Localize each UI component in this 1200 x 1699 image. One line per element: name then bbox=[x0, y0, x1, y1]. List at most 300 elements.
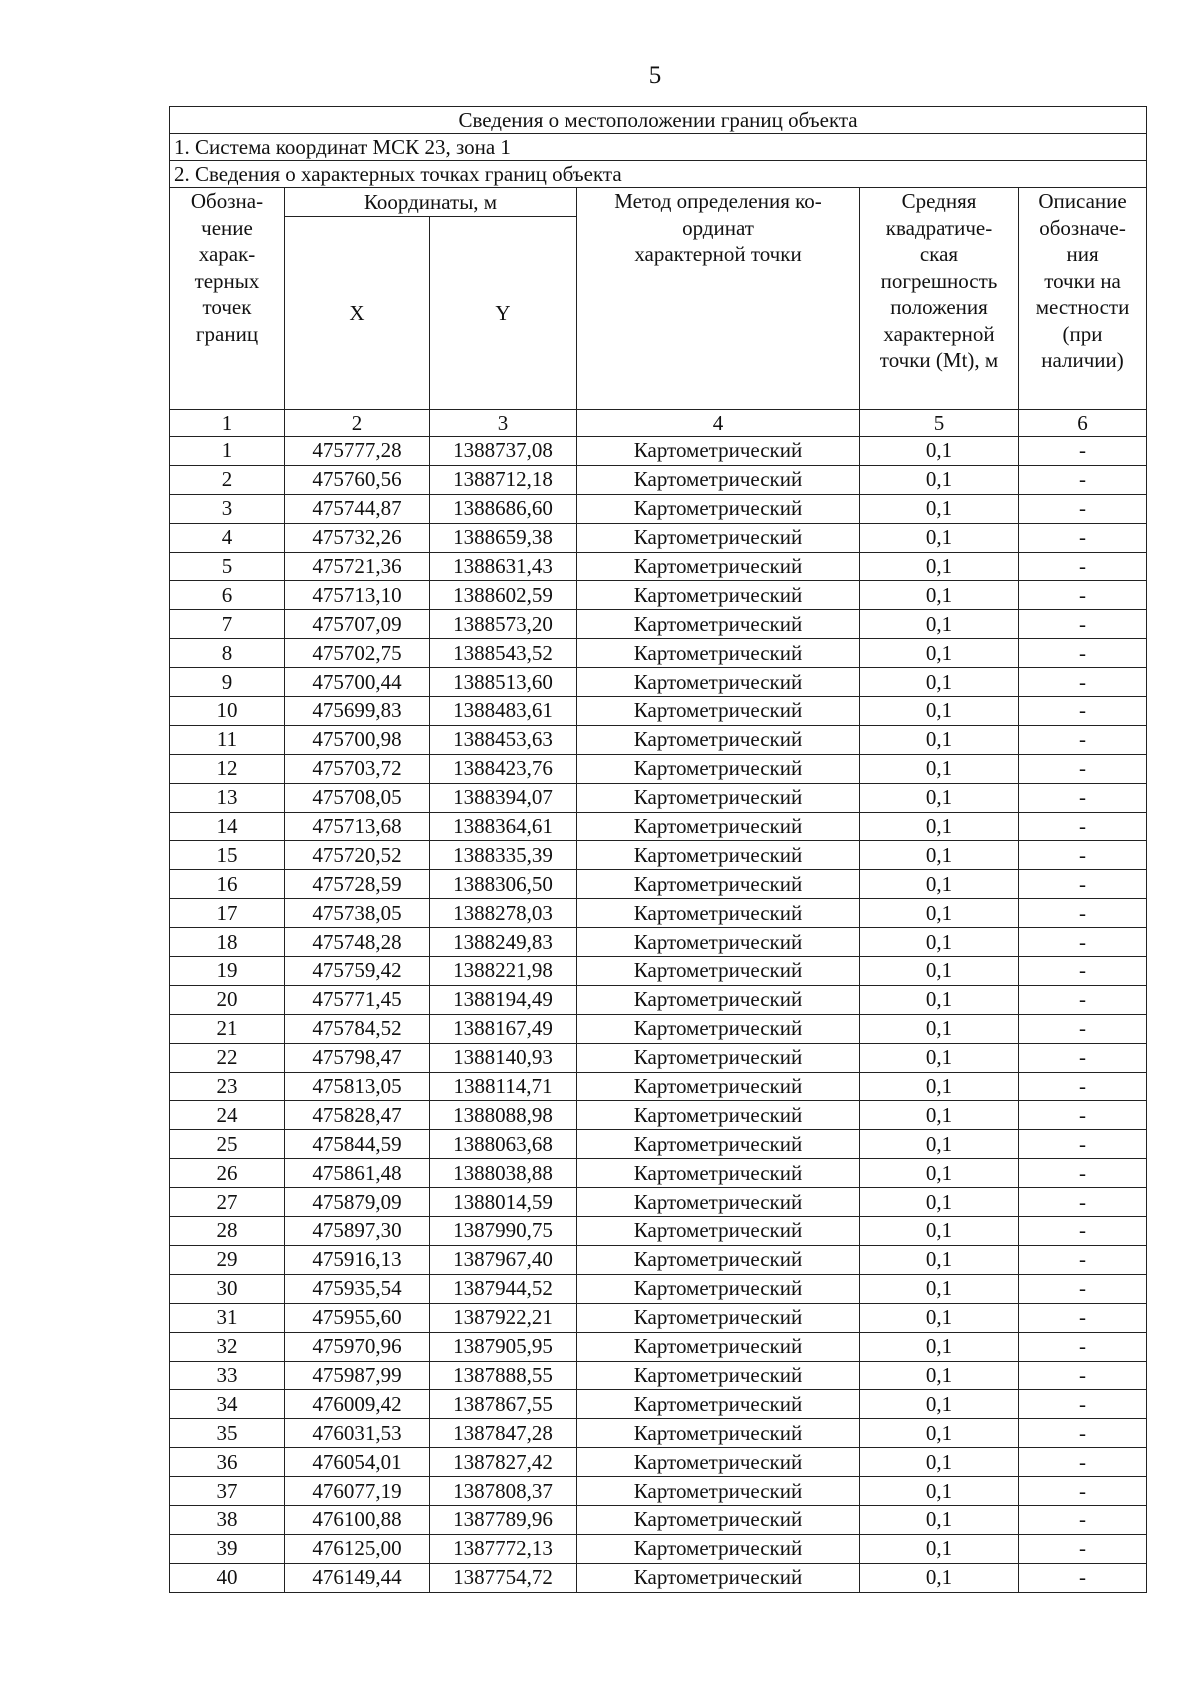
method: Картометрический bbox=[577, 928, 860, 957]
description: - bbox=[1019, 1130, 1147, 1159]
method: Картометрический bbox=[577, 1274, 860, 1303]
method: Картометрический bbox=[577, 697, 860, 726]
description: - bbox=[1019, 610, 1147, 639]
coord-y: 1388194,49 bbox=[430, 985, 577, 1014]
coord-x: 475916,13 bbox=[285, 1245, 430, 1274]
mean-error: 0,1 bbox=[860, 1072, 1019, 1101]
point-number: 22 bbox=[170, 1043, 285, 1072]
mean-error: 0,1 bbox=[860, 783, 1019, 812]
page-number: 5 bbox=[648, 62, 662, 89]
method: Картометрический bbox=[577, 1563, 860, 1592]
column-number: 5 bbox=[860, 410, 1019, 437]
mean-error: 0,1 bbox=[860, 668, 1019, 697]
mean-error: 0,1 bbox=[860, 1448, 1019, 1477]
column-number: 3 bbox=[430, 410, 577, 437]
table-row bbox=[170, 783, 1147, 812]
mean-error: 0,1 bbox=[860, 1303, 1019, 1332]
table-row bbox=[170, 465, 1147, 494]
mean-error: 0,1 bbox=[860, 552, 1019, 581]
table-row bbox=[170, 1274, 1147, 1303]
description: - bbox=[1019, 899, 1147, 928]
point-number: 23 bbox=[170, 1072, 285, 1101]
method: Картометрический bbox=[577, 1101, 860, 1130]
coord-x: 475720,52 bbox=[285, 841, 430, 870]
point-number: 3 bbox=[170, 494, 285, 523]
method: Картометрический bbox=[577, 668, 860, 697]
method: Картометрический bbox=[577, 1245, 860, 1274]
description: - bbox=[1019, 870, 1147, 899]
section-title: 2. Сведения о характерных точках границ объекта bbox=[170, 161, 1147, 188]
mean-error: 0,1 bbox=[860, 1188, 1019, 1217]
mean-error: 0,1 bbox=[860, 1390, 1019, 1419]
coord-x: 475721,36 bbox=[285, 552, 430, 581]
mean-error: 0,1 bbox=[860, 1274, 1019, 1303]
mean-error: 0,1 bbox=[860, 1477, 1019, 1506]
point-number: 5 bbox=[170, 552, 285, 581]
table-row bbox=[170, 1217, 1147, 1246]
coord-x: 475777,28 bbox=[285, 437, 430, 466]
description: - bbox=[1019, 1159, 1147, 1188]
coord-x: 475861,48 bbox=[285, 1159, 430, 1188]
mean-error: 0,1 bbox=[860, 870, 1019, 899]
coord-x: 475935,54 bbox=[285, 1274, 430, 1303]
coord-y: 1388306,50 bbox=[430, 870, 577, 899]
point-number: 37 bbox=[170, 1477, 285, 1506]
table-row bbox=[170, 1014, 1147, 1043]
point-number: 15 bbox=[170, 841, 285, 870]
coord-x: 475703,72 bbox=[285, 754, 430, 783]
coord-x: 475708,05 bbox=[285, 783, 430, 812]
point-number: 34 bbox=[170, 1390, 285, 1419]
point-number: 26 bbox=[170, 1159, 285, 1188]
coord-y: 1388573,20 bbox=[430, 610, 577, 639]
description: - bbox=[1019, 668, 1147, 697]
description: - bbox=[1019, 1361, 1147, 1390]
coord-x: 475771,45 bbox=[285, 985, 430, 1014]
method: Картометрический bbox=[577, 1159, 860, 1188]
point-number: 36 bbox=[170, 1448, 285, 1477]
coord-x: 475738,05 bbox=[285, 899, 430, 928]
description: - bbox=[1019, 1332, 1147, 1361]
description: - bbox=[1019, 1043, 1147, 1072]
method: Картометрический bbox=[577, 639, 860, 668]
point-number: 35 bbox=[170, 1419, 285, 1448]
coord-y: 1388221,98 bbox=[430, 957, 577, 986]
coord-y: 1388712,18 bbox=[430, 465, 577, 494]
description: - bbox=[1019, 1448, 1147, 1477]
method: Картометрический bbox=[577, 957, 860, 986]
header-coordinates: Координаты, м bbox=[285, 188, 577, 217]
table-body bbox=[170, 437, 1147, 1593]
point-number: 32 bbox=[170, 1332, 285, 1361]
point-number: 14 bbox=[170, 812, 285, 841]
mean-error: 0,1 bbox=[860, 725, 1019, 754]
coord-x: 475713,68 bbox=[285, 812, 430, 841]
coord-x: 475744,87 bbox=[285, 494, 430, 523]
coord-y: 1388453,63 bbox=[430, 725, 577, 754]
point-number: 17 bbox=[170, 899, 285, 928]
coord-x: 475748,28 bbox=[285, 928, 430, 957]
method: Картометрический bbox=[577, 1072, 860, 1101]
description: - bbox=[1019, 1390, 1147, 1419]
method: Картометрический bbox=[577, 725, 860, 754]
description: - bbox=[1019, 1101, 1147, 1130]
method: Картометрический bbox=[577, 1448, 860, 1477]
mean-error: 0,1 bbox=[860, 1217, 1019, 1246]
table-row bbox=[170, 1448, 1147, 1477]
method: Картометрический bbox=[577, 783, 860, 812]
point-number: 30 bbox=[170, 1274, 285, 1303]
method: Картометрический bbox=[577, 1505, 860, 1534]
description: - bbox=[1019, 437, 1147, 466]
header-designation: Обозна- чение харак- терных точек границ bbox=[170, 188, 285, 410]
mean-error: 0,1 bbox=[860, 1130, 1019, 1159]
table-row bbox=[170, 552, 1147, 581]
coord-x: 475713,10 bbox=[285, 581, 430, 610]
point-number: 7 bbox=[170, 610, 285, 639]
method: Картометрический bbox=[577, 1419, 860, 1448]
mean-error: 0,1 bbox=[860, 1332, 1019, 1361]
point-number: 28 bbox=[170, 1217, 285, 1246]
table-row bbox=[170, 1072, 1147, 1101]
method: Картометрический bbox=[577, 1188, 860, 1217]
table-row bbox=[170, 437, 1147, 466]
description: - bbox=[1019, 1245, 1147, 1274]
mean-error: 0,1 bbox=[860, 1505, 1019, 1534]
coord-y: 1388140,93 bbox=[430, 1043, 577, 1072]
point-number: 1 bbox=[170, 437, 285, 466]
description: - bbox=[1019, 1505, 1147, 1534]
coord-x: 475828,47 bbox=[285, 1101, 430, 1130]
mean-error: 0,1 bbox=[860, 812, 1019, 841]
description: - bbox=[1019, 552, 1147, 581]
header-error: Средняя квадратиче- ская погрешность положения характерной точки (Mt), м bbox=[860, 188, 1019, 410]
coord-y: 1388543,52 bbox=[430, 639, 577, 668]
mean-error: 0,1 bbox=[860, 1563, 1019, 1592]
coord-y: 1387990,75 bbox=[430, 1217, 577, 1246]
point-number: 25 bbox=[170, 1130, 285, 1159]
point-number: 2 bbox=[170, 465, 285, 494]
table-row bbox=[170, 668, 1147, 697]
method: Картометрический bbox=[577, 985, 860, 1014]
method: Картометрический bbox=[577, 754, 860, 783]
coord-y: 1387827,42 bbox=[430, 1448, 577, 1477]
point-number: 8 bbox=[170, 639, 285, 668]
coord-y: 1388659,38 bbox=[430, 523, 577, 552]
coord-y: 1388483,61 bbox=[430, 697, 577, 726]
coord-x: 475759,42 bbox=[285, 957, 430, 986]
description: - bbox=[1019, 1274, 1147, 1303]
point-number: 21 bbox=[170, 1014, 285, 1043]
description: - bbox=[1019, 754, 1147, 783]
description: - bbox=[1019, 1072, 1147, 1101]
mean-error: 0,1 bbox=[860, 1419, 1019, 1448]
table-row bbox=[170, 985, 1147, 1014]
point-number: 27 bbox=[170, 1188, 285, 1217]
point-number: 31 bbox=[170, 1303, 285, 1332]
coord-x: 475760,56 bbox=[285, 465, 430, 494]
mean-error: 0,1 bbox=[860, 1245, 1019, 1274]
description: - bbox=[1019, 494, 1147, 523]
mean-error: 0,1 bbox=[860, 985, 1019, 1014]
table-row bbox=[170, 1303, 1147, 1332]
header-method: Метод определения ко- ординат характерной точки bbox=[577, 188, 860, 410]
method: Картометрический bbox=[577, 1477, 860, 1506]
description: - bbox=[1019, 1303, 1147, 1332]
column-number: 6 bbox=[1019, 410, 1147, 437]
table-row bbox=[170, 957, 1147, 986]
table-row bbox=[170, 1390, 1147, 1419]
description: - bbox=[1019, 1477, 1147, 1506]
table-row bbox=[170, 581, 1147, 610]
method: Картометрический bbox=[577, 1303, 860, 1332]
coord-x: 475700,44 bbox=[285, 668, 430, 697]
point-number: 29 bbox=[170, 1245, 285, 1274]
coord-y: 1388167,49 bbox=[430, 1014, 577, 1043]
mean-error: 0,1 bbox=[860, 639, 1019, 668]
description: - bbox=[1019, 725, 1147, 754]
table-row bbox=[170, 494, 1147, 523]
method: Картометрический bbox=[577, 523, 860, 552]
mean-error: 0,1 bbox=[860, 1014, 1019, 1043]
coord-y: 1387847,28 bbox=[430, 1419, 577, 1448]
header-description: Описание обозначе- ния точки на местности (при наличии) bbox=[1019, 188, 1147, 410]
coord-x: 476149,44 bbox=[285, 1563, 430, 1592]
coord-y: 1387772,13 bbox=[430, 1534, 577, 1563]
method: Картометрический bbox=[577, 1043, 860, 1072]
coord-x: 475728,59 bbox=[285, 870, 430, 899]
coord-x: 475955,60 bbox=[285, 1303, 430, 1332]
method: Картометрический bbox=[577, 1130, 860, 1159]
method: Картометрический bbox=[577, 899, 860, 928]
table-row bbox=[170, 1188, 1147, 1217]
coordinate-system: 1. Система координат МСК 23, зона 1 bbox=[170, 134, 1147, 161]
coord-y: 1388249,83 bbox=[430, 928, 577, 957]
point-number: 33 bbox=[170, 1361, 285, 1390]
coord-y: 1388423,76 bbox=[430, 754, 577, 783]
mean-error: 0,1 bbox=[860, 1534, 1019, 1563]
table-row bbox=[170, 870, 1147, 899]
point-number: 13 bbox=[170, 783, 285, 812]
coord-x: 476100,88 bbox=[285, 1505, 430, 1534]
method: Картометрический bbox=[577, 437, 860, 466]
table-row bbox=[170, 812, 1147, 841]
description: - bbox=[1019, 1217, 1147, 1246]
header-x: X bbox=[285, 217, 430, 410]
point-number: 11 bbox=[170, 725, 285, 754]
coord-y: 1388686,60 bbox=[430, 494, 577, 523]
mean-error: 0,1 bbox=[860, 494, 1019, 523]
point-number: 40 bbox=[170, 1563, 285, 1592]
coord-y: 1387808,37 bbox=[430, 1477, 577, 1506]
mean-error: 0,1 bbox=[860, 1159, 1019, 1188]
mean-error: 0,1 bbox=[860, 928, 1019, 957]
coord-x: 476031,53 bbox=[285, 1419, 430, 1448]
table-row bbox=[170, 1043, 1147, 1072]
coord-x: 475707,09 bbox=[285, 610, 430, 639]
point-number: 38 bbox=[170, 1505, 285, 1534]
table-row bbox=[170, 1245, 1147, 1274]
description: - bbox=[1019, 1419, 1147, 1448]
coord-y: 1388394,07 bbox=[430, 783, 577, 812]
method: Картометрический bbox=[577, 1390, 860, 1419]
description: - bbox=[1019, 1014, 1147, 1043]
table-row bbox=[170, 1159, 1147, 1188]
coord-x: 475702,75 bbox=[285, 639, 430, 668]
coord-x: 475970,96 bbox=[285, 1332, 430, 1361]
description: - bbox=[1019, 928, 1147, 957]
description: - bbox=[1019, 1563, 1147, 1592]
method: Картометрический bbox=[577, 1332, 860, 1361]
description: - bbox=[1019, 697, 1147, 726]
coord-x: 475784,52 bbox=[285, 1014, 430, 1043]
coord-y: 1387789,96 bbox=[430, 1505, 577, 1534]
table-row bbox=[170, 1130, 1147, 1159]
coord-x: 475732,26 bbox=[285, 523, 430, 552]
description: - bbox=[1019, 783, 1147, 812]
coord-y: 1388364,61 bbox=[430, 812, 577, 841]
coord-y: 1388631,43 bbox=[430, 552, 577, 581]
table-row bbox=[170, 1477, 1147, 1506]
mean-error: 0,1 bbox=[860, 1043, 1019, 1072]
point-number: 19 bbox=[170, 957, 285, 986]
table-title: Сведения о местоположении границ объекта bbox=[170, 107, 1147, 134]
description: - bbox=[1019, 985, 1147, 1014]
point-number: 20 bbox=[170, 985, 285, 1014]
coord-y: 1387922,21 bbox=[430, 1303, 577, 1332]
table-row bbox=[170, 1419, 1147, 1448]
point-number: 24 bbox=[170, 1101, 285, 1130]
method: Картометрический bbox=[577, 1217, 860, 1246]
header-y: Y bbox=[430, 217, 577, 410]
point-number: 39 bbox=[170, 1534, 285, 1563]
coord-y: 1387888,55 bbox=[430, 1361, 577, 1390]
method: Картометрический bbox=[577, 841, 860, 870]
coord-y: 1387944,52 bbox=[430, 1274, 577, 1303]
coord-x: 475879,09 bbox=[285, 1188, 430, 1217]
coord-y: 1388063,68 bbox=[430, 1130, 577, 1159]
column-number: 4 bbox=[577, 410, 860, 437]
coord-y: 1388335,39 bbox=[430, 841, 577, 870]
coord-x: 475844,59 bbox=[285, 1130, 430, 1159]
mean-error: 0,1 bbox=[860, 465, 1019, 494]
coord-x: 476054,01 bbox=[285, 1448, 430, 1477]
table-row bbox=[170, 754, 1147, 783]
coord-x: 476009,42 bbox=[285, 1390, 430, 1419]
coord-y: 1388513,60 bbox=[430, 668, 577, 697]
boundary-coordinates-table bbox=[169, 106, 1147, 1593]
method: Картометрический bbox=[577, 552, 860, 581]
coord-x: 476077,19 bbox=[285, 1477, 430, 1506]
point-number: 9 bbox=[170, 668, 285, 697]
coord-y: 1388278,03 bbox=[430, 899, 577, 928]
coord-x: 475798,47 bbox=[285, 1043, 430, 1072]
mean-error: 0,1 bbox=[860, 610, 1019, 639]
coord-y: 1387867,55 bbox=[430, 1390, 577, 1419]
mean-error: 0,1 bbox=[860, 1101, 1019, 1130]
point-number: 4 bbox=[170, 523, 285, 552]
mean-error: 0,1 bbox=[860, 581, 1019, 610]
description: - bbox=[1019, 1188, 1147, 1217]
coord-x: 475813,05 bbox=[285, 1072, 430, 1101]
coord-x: 475700,98 bbox=[285, 725, 430, 754]
method: Картометрический bbox=[577, 465, 860, 494]
column-numbers-row bbox=[170, 410, 1147, 437]
method: Картометрический bbox=[577, 1534, 860, 1563]
table-row bbox=[170, 841, 1147, 870]
coord-y: 1388602,59 bbox=[430, 581, 577, 610]
description: - bbox=[1019, 1534, 1147, 1563]
description: - bbox=[1019, 639, 1147, 668]
coord-y: 1387905,95 bbox=[430, 1332, 577, 1361]
mean-error: 0,1 bbox=[860, 899, 1019, 928]
coord-y: 1387967,40 bbox=[430, 1245, 577, 1274]
coord-y: 1387754,72 bbox=[430, 1563, 577, 1592]
table-row bbox=[170, 725, 1147, 754]
mean-error: 0,1 bbox=[860, 841, 1019, 870]
method: Картометрический bbox=[577, 494, 860, 523]
point-number: 10 bbox=[170, 697, 285, 726]
table-row bbox=[170, 697, 1147, 726]
point-number: 6 bbox=[170, 581, 285, 610]
column-number: 1 bbox=[170, 410, 285, 437]
mean-error: 0,1 bbox=[860, 1361, 1019, 1390]
table-row bbox=[170, 639, 1147, 668]
coord-y: 1388737,08 bbox=[430, 437, 577, 466]
coord-x: 475897,30 bbox=[285, 1217, 430, 1246]
point-number: 16 bbox=[170, 870, 285, 899]
method: Картометрический bbox=[577, 870, 860, 899]
coord-x: 475699,83 bbox=[285, 697, 430, 726]
coord-x: 476125,00 bbox=[285, 1534, 430, 1563]
description: - bbox=[1019, 957, 1147, 986]
point-number: 12 bbox=[170, 754, 285, 783]
table-row bbox=[170, 1563, 1147, 1592]
method: Картометрический bbox=[577, 812, 860, 841]
method: Картометрический bbox=[577, 1361, 860, 1390]
mean-error: 0,1 bbox=[860, 523, 1019, 552]
coord-y: 1388088,98 bbox=[430, 1101, 577, 1130]
method: Картометрический bbox=[577, 581, 860, 610]
column-number: 2 bbox=[285, 410, 430, 437]
table-row bbox=[170, 523, 1147, 552]
mean-error: 0,1 bbox=[860, 754, 1019, 783]
coord-y: 1388114,71 bbox=[430, 1072, 577, 1101]
mean-error: 0,1 bbox=[860, 697, 1019, 726]
table-row bbox=[170, 1361, 1147, 1390]
method: Картометрический bbox=[577, 1014, 860, 1043]
description: - bbox=[1019, 581, 1147, 610]
method: Картометрический bbox=[577, 610, 860, 639]
table-row bbox=[170, 1505, 1147, 1534]
table-row bbox=[170, 1534, 1147, 1563]
table-row bbox=[170, 1101, 1147, 1130]
description: - bbox=[1019, 812, 1147, 841]
coord-x: 475987,99 bbox=[285, 1361, 430, 1390]
description: - bbox=[1019, 465, 1147, 494]
coord-y: 1388038,88 bbox=[430, 1159, 577, 1188]
table-row bbox=[170, 928, 1147, 957]
point-number: 18 bbox=[170, 928, 285, 957]
table-row bbox=[170, 610, 1147, 639]
mean-error: 0,1 bbox=[860, 437, 1019, 466]
table-row bbox=[170, 1332, 1147, 1361]
mean-error: 0,1 bbox=[860, 957, 1019, 986]
coord-y: 1388014,59 bbox=[430, 1188, 577, 1217]
table-row bbox=[170, 899, 1147, 928]
description: - bbox=[1019, 523, 1147, 552]
description: - bbox=[1019, 841, 1147, 870]
